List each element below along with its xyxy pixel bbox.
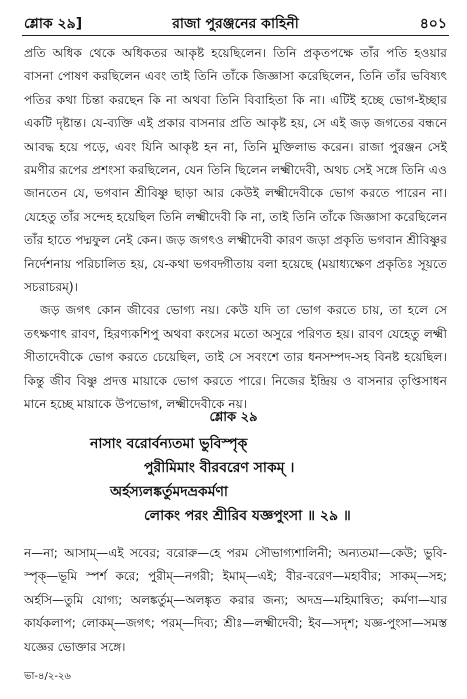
page-number: ৪০১ [419, 16, 447, 32]
purport-paragraph: জড় জগৎ কোন জীবের ভোগ্য নয়। কেউ যদি তা ভোগ করতে চায়, তা হলে সে তৎক্ষণাৎ রাবণ, হিরণ্যকশিপু অথবা কংসের মতো অসুরে পরিণত হয়। রাবণ যেহেতু লক্ষ্মী সীতাদেবীকে ভোগ করতে চেয়েছিল, তাই সে সবংশে তার ধনসম্পদ-সহ বিনষ্ট হয়েছিল। কিন্তু জীব বিষ্ণু প্রদত্ত মায়াকে ভোগ করতে পারে। নিজের ইন্দ্রিয় ও বাসনার তৃপ্তিসাধন মানে হচ্ছে মায়াকে উপভোগ, লক্ষ্মীদেবীকে নয়। [24, 303, 447, 412]
verse-line: অর্হস্যলঙ্কর্তুমদভ্রকর্মণা [110, 484, 228, 500]
chapter-title: রাজা পুরঞ্জনের কাহিনী [172, 16, 299, 32]
sanskrit-verse [40, 432, 427, 528]
verse-line: লোকং পরং শ্রীরিব যজ্ঞপুংসা ॥ ২৯ ॥ [144, 508, 351, 524]
verse-reference: শ্লোক ২৯] [24, 16, 83, 32]
purport-text [24, 42, 447, 417]
verse-line: পুরীমিমাং বীরবরেণ সাকম্ । [144, 460, 295, 476]
verse-line: নাসাং বরোর্বন্যতমা ভুবিস্পৃক্ [90, 436, 248, 452]
header-rule [22, 35, 449, 36]
word-meanings: ন—না; আসাম্—এই সবের; বরোরু—হে পরম সৌভাগ্যশালিনী; অন্যতমা—কেউ; ভুবি-স্পৃক্—ভূমি স্পর্শ করে; পুরীম্—নগরী; ইমাম্—এই; বীর-বরেণ—মহাবীর; সাকম্—সহ; অর্হসি—তুমি যোগ্য; অলঙ্কর্তুম্—অলঙ্কৃত করার জন্য; অদভ্র—মহিমান্বিত; কর্মণা—যার কার্যকলাপ; লোকম্—জগৎ; পরম্—দিব্য; শ্রীঃ—লক্ষ্মীদেবী; ইব—সদৃশ; যজ্ঞ-পুংসা—সমস্ত যজ্ঞের ভোক্তার সঙ্গে। [24, 546, 447, 654]
footer-signature: ভা-৪/২-২৬ [24, 671, 71, 682]
verse-title: শ্লোক ২৯ [209, 410, 258, 425]
page-header [24, 12, 447, 34]
purport-paragraph: প্রতি অধিক থেকে অধিকতর আকৃষ্ট হয়েছিলেন। তিনি প্রকৃতপক্ষে তাঁর পতি হওয়ার বাসনা পোষণ করছিলেন এবং তাই তিনি তাঁকে জিজ্ঞাসা করেছিলেন, তিনি তাঁর ভবিষ্যৎ পতির কথা চিন্তা করছেন কি না অথবা তিনি বিবাহিতা কি না। এটিই হচ্ছে ভোগ-ইচ্ছার একটি দৃষ্টান্ত। যে-ব্যক্তি এই প্রকার বাসনার প্রতি আকৃষ্ট হয়, সে এই জড় জগতের বন্ধনে আবদ্ধ হয়ে পড়ে, এবং যিনি আকৃষ্ট হন না, তিনি মুক্তিলাভ করেন। রাজা পুরঞ্জন সেই রমণীর রূপের প্রশংসা করছিলেন, যেন তিনি ছিলেন লক্ষ্মীদেবী, অথচ সেই সঙ্গে তিনি এও জানতেন যে, ভগবান শ্রীবিষ্ণু ছাড়া আর কেউই লক্ষ্মীদেবীকে ভোগ করতে পারেন না। যেহেতু তাঁর সন্দেহ হয়েছিল তিনি লক্ষ্মীদেবী কি না, তাই তিনি তাঁকে জিজ্ঞাসা করেছিলেন তাঁর হাতে পদ্মফুল নেই কেন। জড় জগৎও লক্ষ্মীদেবী কারণ জড়া প্রকৃতি ভগবান শ্রীবিষ্ণুর নির্দেশনায় পরিচালিত হয়, যে-কথা ভগবদ্গীতায় বলা হয়েছে (ময়াধ্যক্ষেণ প্রকৃতিঃ সূয়তে সচরাচরম্)। [24, 46, 447, 295]
